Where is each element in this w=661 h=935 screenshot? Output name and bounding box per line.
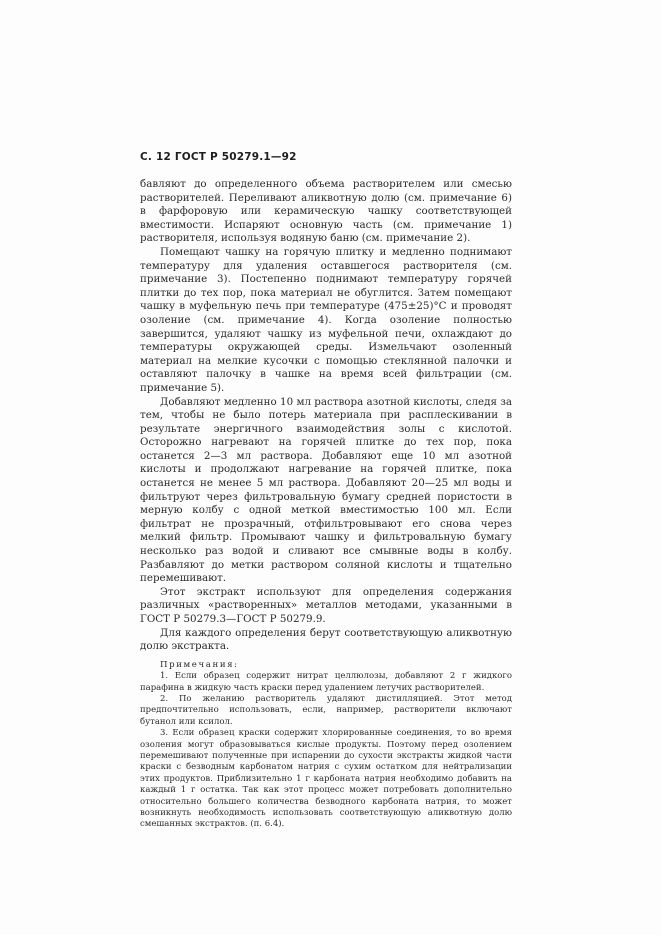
paragraph-nitric-acid: Добавляют медленно 10 мл раствора азотной кислоты, следя за тем, чтобы не было потерь материала при расплескивании в результате энергичного взаимодействия золы с кислотой. Осторожно нагревают на горячей плитке до тех пор, пока останется 2—3 мл раствора. Добавляют еще 10 мл азотной кислоты и продолжают нагревание на горячей плитке, пока останется не менее 5 мл раствора. Добавляют 20—25 мл воды и фильтруют через фильтровальную бумагу средней пористости в мерную колбу с одной меткой вместимостью 100 мл. Если фильтрат не прозрачный, отфильтровывают его снова через мелкий фильтр. Промывают чашку и фильтровальную бумагу несколько раз водой и сливают все смывные воды в колбу. Разбавляют до метки раствором соляной кислоты и тщательно перемешивают. (140, 395, 512, 585)
paragraph-continuation: бавляют до определенного объема растворителем или смесью растворителей. Переливают аликвотную долю (см. примечание 6) в фарфоровую или керамическую чашку соответствующей вместимости. Испаряют основную часть (см. примечание 1) растворителя, используя водяную баню (см. примечание 2). (140, 178, 512, 245)
page-header: С. 12 ГОСТ Р 50279.1—92 (140, 151, 297, 163)
note-item-1: 1. Если образец содержит нитрат целлюлозы, добавляют 2 г жидкого парафина в жидкую часть краски перед удалением летучих растворителей. (140, 671, 512, 693)
note-item-3: 3. Если образец краски содержит хлорированные соединения, то во время озоления могут образовываться кислые продукты. Поэтому перед озолением перемешивают полученные при испарении до сухости экстракты жидкой части краски с безводным карбонатом натрия с сухим остатком для нейтрализации этих продуктов. Приблизительно 1 г карбоната натрия необходимо добавить на каждый 1 г остатка. Так как этот процесс может потребовать дополнительно относительно большего количества безводного карбоната натрия, то может возникнуть необходимость использовать соответствующую аликвотную долю смешанных экстрактов. (п. 6.4). (140, 728, 512, 830)
paragraph-heating: Помещают чашку на горячую плитку и медленно поднимают температуру для удаления оставшегося растворителя (см. примечание 3). Постепенно поднимают температуру горячей плитки до тех пор, пока материал не обуглится. Затем помещают чашку в муфельную печь при температуре (475±25)°С и проводят озоление (см. примечание 4). Когда озоление полностью завершится, удаляют чашку из муфельной печи, охлаждают до температуры окружающей среды. Измельчают озоленный материал на мелкие кусочки с помощью стеклянной палочки и оставляют палочку в чашке на время всей фильтрации (см. примечание 5). (140, 245, 512, 394)
notes-section (140, 660, 512, 831)
notes-title: Примечания: (160, 659, 239, 670)
paragraph-aliquot: Для каждого определения берут соответствующую аликвотную долю экстракта. (140, 626, 512, 653)
body-text (140, 178, 512, 831)
note-item-2: 2. По желанию растворитель удаляют дистилляцией. Этот метод предпочтительно использовать, если, например, растворители включают бутанол или ксилол. (140, 694, 512, 727)
paragraph-extract-usage: Этот экстракт используют для определения содержания различных «растворенных» металлов методами, указанными в ГОСТ Р 50279.3—ГОСТ Р 50279.9. (140, 585, 512, 625)
